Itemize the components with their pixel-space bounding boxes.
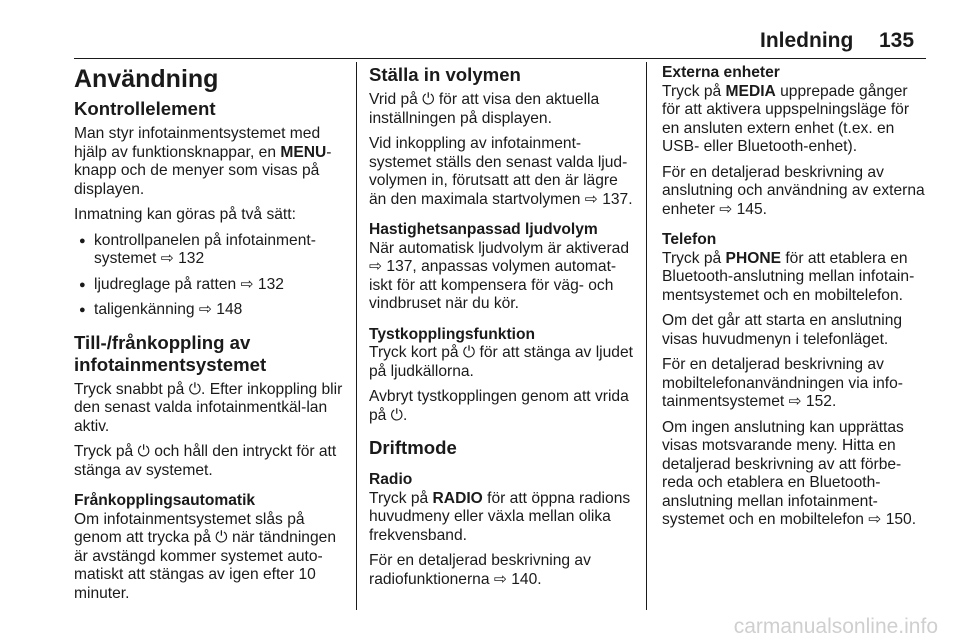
column-1 [74,64,346,610]
paragraph: För en detaljerad beskrivning av radiofunktionerna ⇨ 140. [369,552,591,588]
subsection-heading: Till-/frånkoppling av infotainmentsystemet [74,331,267,375]
column-divider [356,62,357,610]
chapter-title: Inledning [760,29,854,52]
watermark: carmanualsonline.info [733,615,938,638]
subsection-heading: Kontrollelement [74,98,216,119]
paragraph: Tryck kort på ⏻ för att stänga av ljudet på ljudkällorna. [369,344,633,380]
paragraph: För en detaljerad beskrivning av anslutning och användning av externa enheter ⇨ 145. [662,163,925,218]
paragraph: Vrid på ⏻ för att visa den aktuella inställningen på displayen. [369,91,600,127]
paragraph: Vid inkoppling av infotainment-systemet ställs den senast valda ljud-volymen in, förutsatt att den är lägre än den maximala startvolymen ⇨ 137. [369,135,633,208]
paragraph: Om det går att starta en anslutning visas huvudmenyn i telefonläget. [662,312,903,348]
minor-heading: Telefon [662,231,717,248]
section-heading: Användning [74,65,219,93]
menu-button-name: MENU [280,143,327,161]
column-2 [369,64,635,596]
minor-heading: Radio [369,471,413,488]
column-divider [646,62,647,610]
paragraph: Tryck på PHONE för att etablera en Bluetooth-anslutning mellan infotain-mentsystemet och en mobiltelefon. [662,249,915,304]
paragraph: Avbryt tystkopplingen genom att vrida på ⏻. [369,388,629,424]
input-methods-list [74,232,346,320]
paragraph: Tryck på ⏻ och håll den intryckt för att stänga av systemet. [74,443,337,479]
paragraph: Om infotainmentsystemet slås på genom att trycka på ⏻ när tändningen är avstängd kommer systemet auto-matiskt att stängas av igen efter 10 minuter. [74,510,336,602]
phone-button-name: PHONE [725,249,782,267]
list-item: ● kontrollpanelen på infotainment-systemet ⇨ 132 [74,232,346,269]
subsection-heading: Ställa in volymen [369,64,521,85]
paragraph: Tryck på RADIO för att öppna radions huvudmeny eller växla mellan olika frekvensband. [369,489,631,544]
header-divider [74,58,926,59]
input-intro: Inmatning kan göras på två sätt: [74,206,296,223]
subsection-heading: Driftmode [369,437,457,458]
paragraph: Om ingen anslutning kan upprättas visas motsvarande meny. Hitta en detaljerad beskrivning av att förbe-reda och etablera en Bluetooth-anslutning mellan infotainment-systemet och en mobiltelefon ⇨ 150. [662,418,917,528]
radio-button-name: RADIO [432,489,483,507]
list-item: ● ljudreglage på ratten ⇨ 132 [74,276,346,295]
media-button-name: MEDIA [725,82,776,100]
paragraph: Tryck på MEDIA upprepade gånger för att aktivera uppspelningsläge för en ansluten extern enhet (t.ex. en USB- eller Bluetooth-enhet). [662,82,910,155]
column-3 [662,64,928,537]
list-item: ● taligenkänning ⇨ 148 [74,301,346,320]
minor-heading: Hastighetsanpassad ljudvolym [369,221,598,238]
page-number: 135 [879,29,915,52]
paragraph: När automatisk ljudvolym är aktiverad ⇨ 137, anpassas volymen automat-iskt för att kompensera för väg- och vindbruset när du kör. [369,239,629,312]
minor-heading: Tystkopplingsfunktion [369,325,536,343]
minor-heading: Externa enheter [662,64,780,81]
minor-heading: Frånkopplingsautomatik [74,492,256,509]
paragraph: Tryck snabbt på ⏻. Efter inkoppling blir den senast valda infotainmentkäl-lan aktiv. [74,380,343,435]
controls-intro: Man styr infotainmentsystemet med hjälp av funktionsknappar, en MENU-knapp och de menyer som visas på displayen. [74,125,332,198]
paragraph: För en detaljerad beskrivning av mobiltelefonanvändningen via info-tainmentsystemet ⇨ 152. [662,356,904,410]
